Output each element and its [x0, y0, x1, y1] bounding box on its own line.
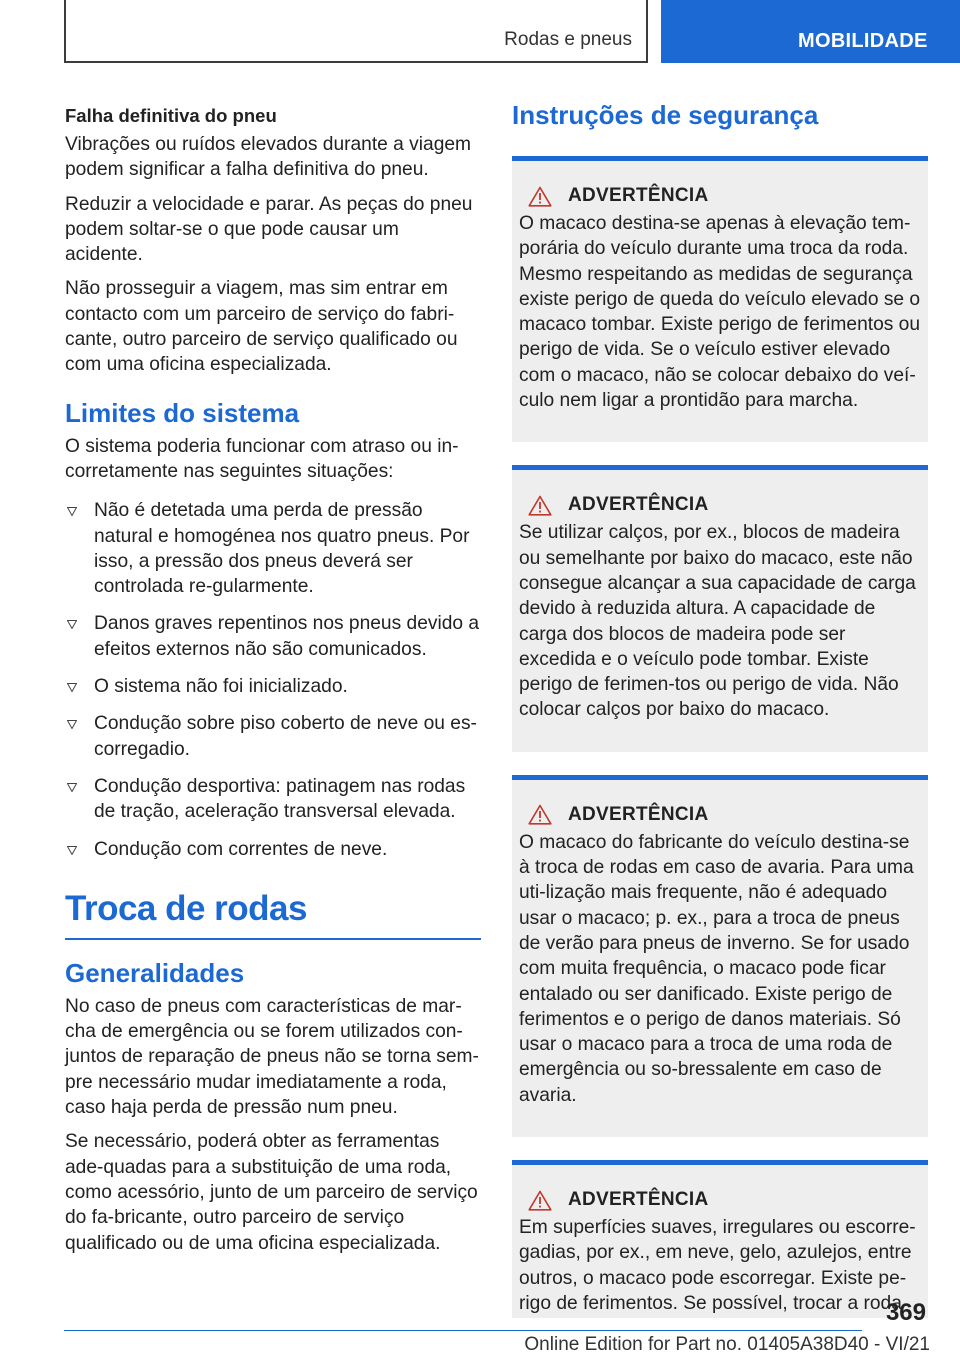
footer-rule — [64, 1330, 862, 1331]
general-paragraph-2: Se necessário, poderá obter as ferramentas ade-quadas para a substituição de uma roda, como acessório, junto de um parceiro de serviço do fa-bricante, outro parceiro de serviço qualificado ou de uma oficina especializada. — [65, 1131, 478, 1254]
warning-triangle-icon — [528, 804, 552, 825]
warning-title: ADVERTÊNCIA — [568, 185, 709, 206]
warning-triangle-icon — [528, 1190, 552, 1211]
list-item: Condução sobre piso coberto de neve ou es-corregadio. — [65, 711, 481, 762]
warning-text: Em superfícies suaves, irregulares ou escorre-gadias, por ex., em neve, gelo, azulejos, entre outros, o macaco pode escorregar. Existe pe-rigo de ferimentos. Se possível, trocar a roda — [519, 1217, 916, 1314]
warning-text: O macaco do fabricante do veículo destina-se à troca de rodas em caso de avaria. Para uma uti-lização mais frequente, não é adequado usar o macaco; p. ex., para a troca de pneus de verão para pneus de inverno. Se for usado com muita frequência, o macaco pode ficar entalado ou ser danificado. Existe perigo de ferimentos e o perigo de danos materiais. Só usar o macaco para a troca de uma roda de emergência ou so-bressalente em caso de avaria. — [519, 831, 914, 1106]
warning-title: ADVERTÊNCIA — [568, 803, 709, 825]
right-column — [512, 98, 928, 1318]
triangle-bullet-icon — [67, 783, 77, 792]
warning-box — [512, 156, 928, 442]
warning-text: Se utilizar calços, por ex., blocos de madeira ou semelhante por baixo do macaco, este não consegue alcançar a sua capacidade de carga devido à reduzida altura. A capacidade de carga dos blocos de madeira pode ser excedida e o veículo pode tombar. Existe perigo de ferimen-tos ou perigo de vida. Não colocar calços por baixo do macaco. — [519, 522, 916, 721]
header-chapter-tab[interactable] — [661, 0, 960, 63]
warning-box — [512, 1160, 928, 1318]
general-paragraph-1: No caso de pneus com características de mar-cha de emergência ou se forem utilizados con-juntos de reparação de pneus não se torna sem-pre necessário mudar imediatamente a roda, caso haja perda de pressão num pneu. — [65, 995, 479, 1119]
chapter-heading-rule — [65, 938, 481, 940]
failure-paragraph-3: Não prosseguir a viagem, mas sim entrar em contacto com um parceiro de serviço do fabri-cante, outro parceiro de serviço qualificado ou com uma oficina especializada. — [65, 278, 458, 376]
left-column — [65, 104, 481, 1265]
warning-title: ADVERTÊNCIA — [568, 494, 709, 516]
list-item: Condução desportiva: patinagem nas rodas de tração, aceleração transversal elevada. — [65, 774, 481, 825]
failure-paragraph-2: Reduzir a velocidade e parar. As peças do pneu podem soltar-se o que pode causar um acidente. — [65, 193, 473, 266]
list-item: Não é detetada uma perda de pressão natural e homogénea nos quatro pneus. Por isso, a pressão dos pneus deverá ser controlada re-gularmente. — [65, 498, 481, 599]
limits-list — [65, 498, 481, 862]
general-heading: Generalidades — [65, 957, 245, 988]
triangle-bullet-icon — [67, 620, 77, 629]
footer-edition: Online Edition for Part no. 01405A38D40 - VI/21 — [524, 1334, 930, 1355]
warning-box — [512, 465, 928, 751]
list-item: O sistema não foi inicializado. — [65, 674, 481, 699]
list-item: Danos graves repentinos nos pneus devido a efeitos externos não são comunicados. — [65, 611, 481, 662]
warning-triangle-icon — [528, 495, 552, 516]
triangle-bullet-icon — [67, 720, 77, 729]
failure-subheading: Falha definitiva do pneu — [65, 105, 277, 126]
triangle-bullet-icon — [67, 683, 77, 692]
page-number: 369 — [885, 1299, 926, 1326]
header-chapter-label: MOBILIDADE — [798, 30, 928, 52]
warning-title: ADVERTÊNCIA — [568, 1189, 709, 1211]
chapter-heading: Troca de rodas — [65, 888, 307, 928]
header-section-box — [64, 0, 648, 63]
header-section-title: Rodas e pneus — [504, 29, 632, 50]
limits-intro: O sistema poderia funcionar com atraso ou in-corretamente nas seguintes situações: — [65, 435, 459, 482]
safety-heading: Instruções de segurança — [512, 100, 819, 130]
list-item: Condução com correntes de neve. — [65, 837, 481, 862]
limits-heading: Limites do sistema — [65, 397, 300, 428]
warning-triangle-icon — [528, 186, 552, 207]
warning-box — [512, 775, 928, 1137]
triangle-bullet-icon — [67, 846, 77, 855]
warning-text: O macaco destina-se apenas à elevação tem-porária do veículo durante uma troca da roda. Mesmo respeitando as medidas de segurança existe perigo de queda do veículo elevado se o macaco tombar. Existe perigo de ferimentos ou perigo de vida. Se o veículo estiver elevado com o macaco, não se colocar debaixo do veí-culo nem ligar a prontidão para marcha. — [519, 213, 921, 412]
failure-paragraph-1: Vibrações ou ruídos elevados durante a viagem podem significar a falha definitiva do pneu. — [65, 134, 472, 181]
triangle-bullet-icon — [67, 507, 77, 516]
